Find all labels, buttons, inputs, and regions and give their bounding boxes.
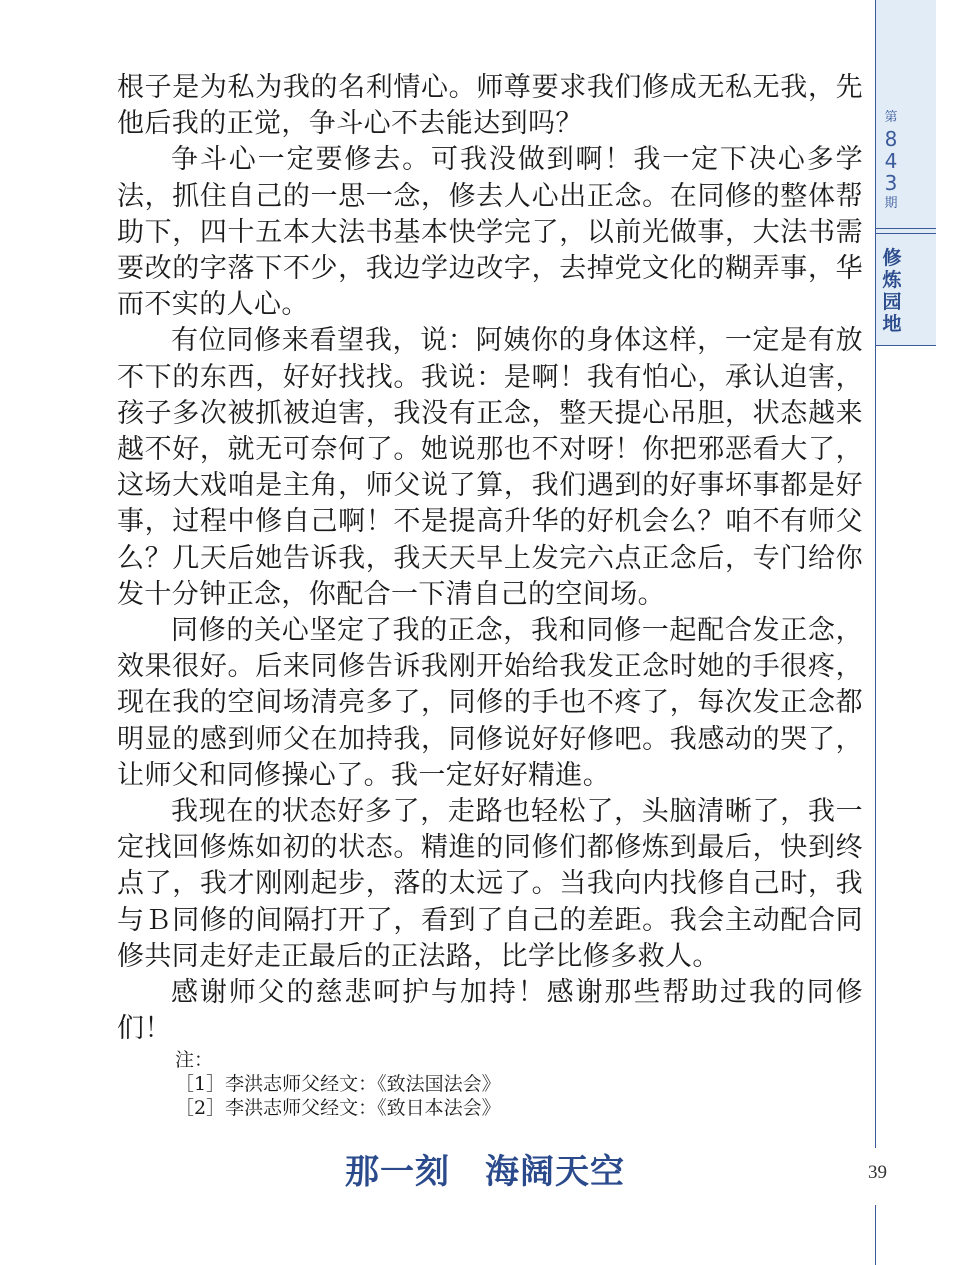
paragraph: 感谢师父的慈悲呵护与加持！感谢那些帮助过我的同修们！ bbox=[117, 977, 863, 1045]
section-label bbox=[876, 247, 908, 335]
issue-number bbox=[876, 108, 906, 214]
tab-divider bbox=[876, 228, 936, 229]
tab-bottom-rule bbox=[876, 345, 936, 346]
section-char: 地 bbox=[882, 313, 902, 335]
issue-suffix: 期 bbox=[884, 196, 898, 211]
section-char: 修 bbox=[882, 247, 902, 269]
margin-rule-lower bbox=[875, 1205, 876, 1265]
paragraph: 争斗心一定要修去。可我没做到啊！我一定下决心多学法，抓住自己的一思一念，修去人心出正念。在同修的整体帮助下，四十五本大法书基本快学完了，以前光做事，大法书需要改的字落下不少，我边学边改字，去掉党文化的糊弄事，华而不实的人心。 bbox=[117, 144, 863, 321]
footnote: ［2］李洪志师父经文：《致日本法会》 bbox=[175, 1097, 501, 1119]
paragraph: 同修的关心坚定了我的正念，我和同修一起配合发正念，效果很好。后来同修告诉我刚开始给我发正念时她的手很疼，现在我的空间场清亮多了，同修的手也不疼了，每次发正念都明显的感到师父在加持我，同修说好好修吧。我感动的哭了，让师父和同修操心了。我一定好好精進。 bbox=[117, 615, 863, 791]
next-article-title: 那一刻 海阔天空 bbox=[345, 1152, 625, 1192]
issue-prefix: 第 bbox=[884, 110, 898, 125]
tab-divider-2 bbox=[876, 233, 936, 234]
paragraph: 我现在的状态好多了，走路也轻松了，头脑清晰了，我一定找回修炼如初的状态。精進的同修们都修炼到最后，快到终点了，我才刚刚起步，落的太远了。当我向内找修自己时，我与Ｂ同修的间隔打开了，看到了自己的差距。我会主动配合同修共同走好走正最后的正法路，比学比修多救人。 bbox=[117, 796, 863, 972]
article-body bbox=[117, 70, 863, 1047]
footnotes bbox=[175, 1048, 501, 1120]
paragraph: 根子是为私为我的名利情心。师尊要求我们修成无私无我，先他后我的正觉，争斗心不去能达到吗？ bbox=[117, 72, 863, 140]
paragraph: 有位同修来看望我，说：阿姨你的身体这样，一定是有放不下的东西，好好找找。我说：是啊！我有怕心，承认迫害，孩子多次被抓被迫害，我没有正念，整天提心吊胆，状态越来越不好，就无可奈何了。她说那也不对呀！你把邪恶看大了，这场大戏咱是主角，师父说了算，我们遇到的好事坏事都是好事，过程中修自己啊！不是提高升华的好机会么？咱不有师父么？几天后她告诉我，我天天早上发完六点正念后，专门给你发十分钟正念，你配合一下清自己的空间场。 bbox=[117, 325, 863, 610]
footnote: ［1］李洪志师父经文：《致法国法会》 bbox=[175, 1073, 501, 1095]
section-char: 园 bbox=[882, 291, 902, 313]
issue-digit: 8 bbox=[884, 127, 898, 151]
page-number: 39 bbox=[868, 1162, 887, 1183]
notes-label: 注： bbox=[175, 1049, 214, 1071]
issue-digit: 3 bbox=[884, 171, 898, 195]
issue-digit: 4 bbox=[884, 149, 898, 173]
section-char: 炼 bbox=[882, 269, 902, 291]
